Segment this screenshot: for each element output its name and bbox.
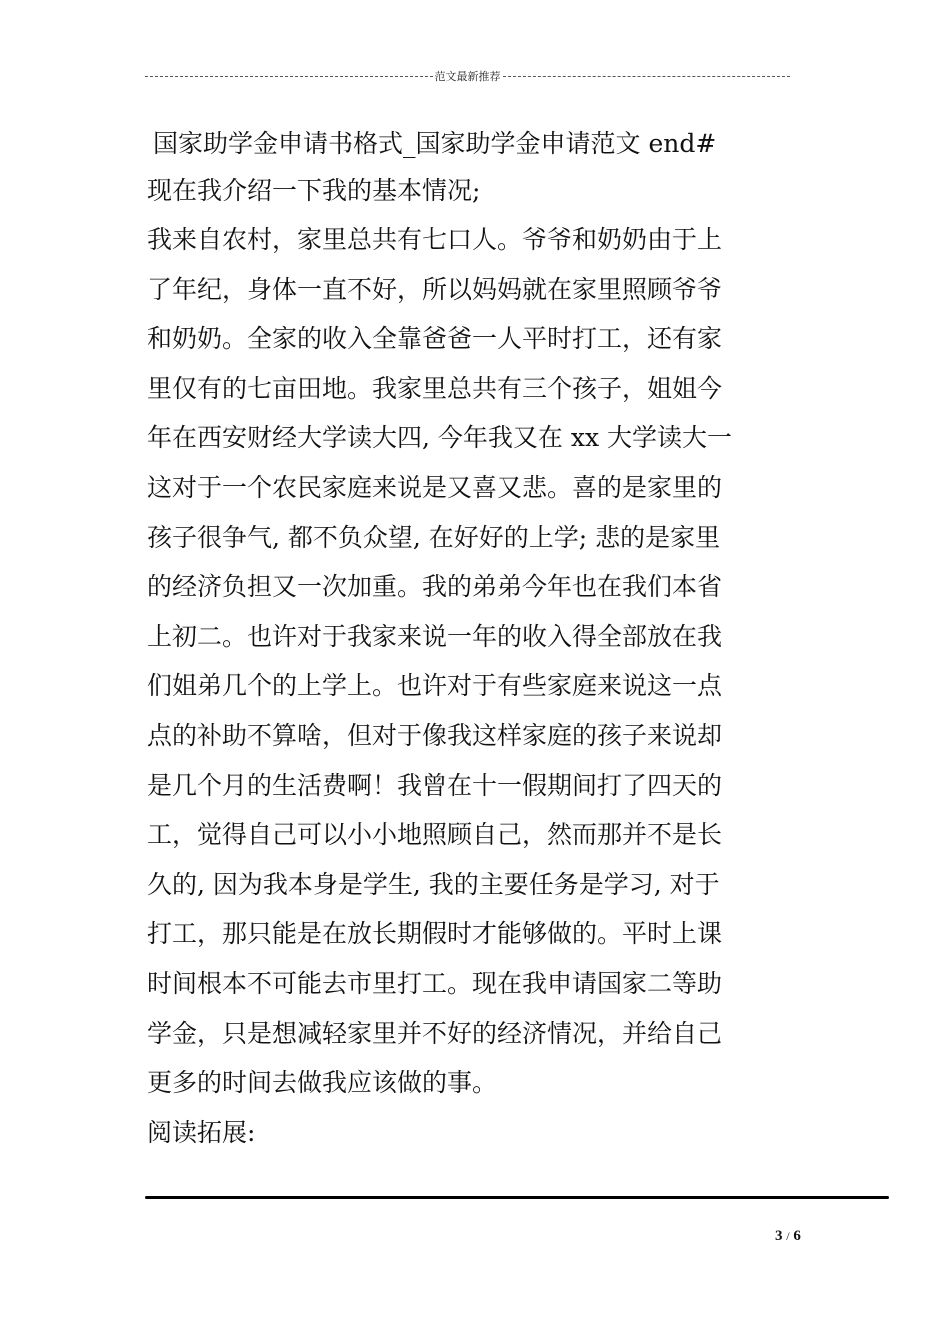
page-number xyxy=(775,1228,801,1245)
page-separator: / xyxy=(786,1229,790,1243)
body-line: 是几个月的生活费啊！我曾在十一假期间打了四天的 xyxy=(147,770,723,800)
header-dash-left xyxy=(145,76,433,77)
body-line: 久的, 因为我本身是学生, 我的主要任务是学习, 对于 xyxy=(147,869,720,899)
body-line: 的经济负担又一次加重。我的弟弟今年也在我们本省 xyxy=(147,572,723,602)
body-line: 工，觉得自己可以小小地照顾自己，然而那并不是长 xyxy=(147,820,723,850)
document-body xyxy=(147,122,807,1157)
page-header xyxy=(145,66,790,86)
body-line: 点的补助不算啥，但对于像我这样家庭的孩子来说却 xyxy=(147,720,723,750)
body-line: 了年纪，身体一直不好，所以妈妈就在家里照顾爷爷 xyxy=(147,274,723,304)
footer-rule xyxy=(145,1196,889,1199)
body-line: 打工，那只能是在放长期假时才能够做的。平时上课 xyxy=(147,919,723,949)
body-line: 里仅有的七亩田地。我家里总共有三个孩子，姐姐今 xyxy=(147,373,723,403)
page-current: 3 xyxy=(775,1228,783,1244)
body-line: 上初二。也许对于我家来说一年的收入得全部放在我 xyxy=(147,621,723,651)
header-dash-right xyxy=(503,76,791,77)
intro-line: 现在我介绍一下我的基本情况; xyxy=(147,176,481,205)
reading-extension-label: 阅读拓展: xyxy=(147,1117,256,1147)
page-total: 6 xyxy=(793,1228,801,1244)
body-line: 我来自农村，家里总共有七口人。爷爷和奶奶由于上 xyxy=(147,225,723,254)
document-title: 国家助学金申请书格式_国家助学金申请范文 end# xyxy=(153,129,717,158)
body-line: 学金，只是想减轻家里并不好的经济情况，并给自己 xyxy=(147,1018,723,1048)
body-line: 孩子很争气, 都不负众望, 在好好的上学; 悲的是家里 xyxy=(147,522,721,552)
body-line: 们姐弟几个的上学上。也许对于有些家庭来说这一点 xyxy=(147,671,723,701)
body-line: 这对于一个农民家庭来说是又喜又悲。喜的是家里的 xyxy=(147,472,723,502)
body-line: 和奶奶。全家的收入全靠爸爸一人平时打工，还有家 xyxy=(147,324,723,354)
header-label: 范文最新推荐 xyxy=(434,70,501,83)
body-line: 时间根本不可能去市里打工。现在我申请国家二等助 xyxy=(147,968,723,998)
body-line: 更多的时间去做我应该做的事。 xyxy=(147,1068,498,1098)
body-line: 年在西安财经大学读大四, 今年我又在 xx 大学读大一 xyxy=(147,423,732,453)
